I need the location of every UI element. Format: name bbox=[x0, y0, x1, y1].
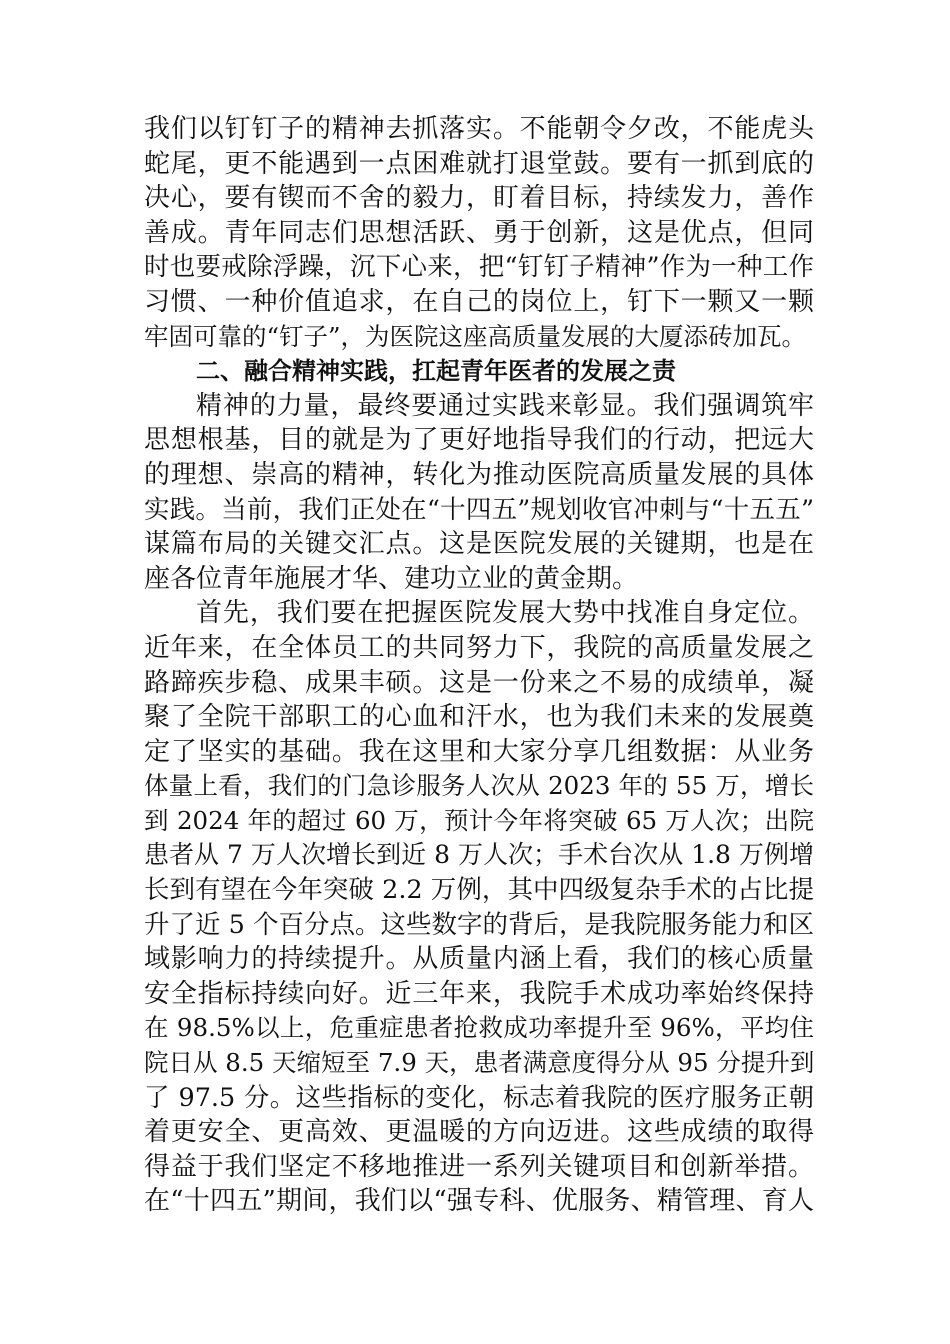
text-line: 谋篇布局的关键交汇点。这是医院发展的关键期，也是在 bbox=[144, 529, 814, 560]
text-line: 首先，我们要在把握医院发展大势中找准自身定位。 bbox=[196, 598, 814, 629]
text-line: 蛇尾，更不能遇到一点困难就打退堂鼓。要有一抓到底的 bbox=[144, 148, 814, 179]
document-body bbox=[144, 112, 814, 1219]
text-line: 聚了全院干部职工的心血和汗水，也为我们未来的发展奠 bbox=[144, 702, 814, 733]
text-line: 了 97.5 分。这些指标的变化，标志着我院的医疗服务正朝 bbox=[144, 1082, 814, 1113]
text-line: 善成。青年同志们思想活跃、勇于创新，这是优点，但同 bbox=[144, 217, 814, 248]
paragraph-1 bbox=[144, 112, 814, 354]
text-line: 实践。当前，我们正处在“十四五”规划收官冲刺与“十五五” bbox=[144, 494, 814, 525]
text-line: 患者从 7 万人次增长到近 8 万人次；手术台次从 1.8 万例增 bbox=[144, 840, 814, 870]
text-line: 到 2024 年的超过 60 万，预计今年将突破 65 万人次；出院 bbox=[144, 805, 814, 835]
text-line: 院日从 8.5 天缩短至 7.9 天，患者满意度得分从 95 分提升到 bbox=[144, 1048, 815, 1078]
text-line: 牢固可靠的“钉子”，为医院这座高质量发展的大厦添砖加瓦。 bbox=[144, 321, 807, 351]
paragraph-2 bbox=[144, 389, 814, 597]
section-heading: 二、融合精神实践，扛起青年医者的发展之责 bbox=[196, 357, 676, 386]
text-line: 域影响力的持续提升。从质量内涵上看，我们的核心质量 bbox=[144, 944, 814, 975]
text-line: 的理想、崇高的精神，转化为推动医院高质量发展的具体 bbox=[144, 459, 814, 490]
text-line: 精神的力量，最终要通过实践来彰显。我们强调筑牢 bbox=[196, 390, 814, 421]
text-line: 我们以钉钉子的精神去抓落实。不能朝令夕改，不能虎头 bbox=[144, 114, 814, 144]
text-line: 体量上看，我们的门急诊服务人次从 2023 年的 55 万，增长 bbox=[144, 771, 814, 801]
text-line: 在 98.5%以上，危重症患者抢救成功率提升至 96%，平均住 bbox=[144, 1013, 814, 1043]
text-line: 时也要戒除浮躁，沉下心来，把“钉钉子精神”作为一种工作 bbox=[144, 252, 814, 283]
text-line: 习惯、一种价值追求，在自己的岗位上，钉下一颗又一颗 bbox=[144, 286, 814, 317]
text-line: 长到有望在今年突破 2.2 万例，其中四级复杂手术的占比提 bbox=[144, 875, 814, 906]
text-line: 定了坚实的基础。我在这里和大家分享几组数据：从业务 bbox=[144, 736, 814, 767]
text-line: 思想根基，目的就是为了更好地指导我们的行动，把远大 bbox=[144, 425, 814, 456]
text-line: 座各位青年施展才华、建功立业的黄金期。 bbox=[144, 563, 639, 594]
text-line: 近年来，在全体员工的共同努力下，我院的高质量发展之 bbox=[144, 632, 814, 663]
paragraph-3 bbox=[144, 596, 814, 1219]
text-line: 安全指标持续向好。近三年来，我院手术成功率始终保持 bbox=[144, 978, 814, 1009]
text-line: 路蹄疾步稳、成果丰硕。这是一份来之不易的成绩单，凝 bbox=[144, 667, 814, 698]
text-line: 升了近 5 个百分点。这些数字的背后，是我院服务能力和区 bbox=[144, 909, 814, 940]
text-line: 着更安全、更高效、更温暖的方向迈进。这些成绩的取得 bbox=[144, 1117, 814, 1148]
text-line: 在“十四五”期间，我们以“强专科、优服务、精管理、育人 bbox=[144, 1186, 814, 1217]
text-line: 得益于我们坚定不移地推进一系列关键项目和创新举措。 bbox=[144, 1151, 814, 1182]
text-line: 决心，要有锲而不舍的毅力，盯着目标，持续发力，善作 bbox=[144, 183, 814, 214]
